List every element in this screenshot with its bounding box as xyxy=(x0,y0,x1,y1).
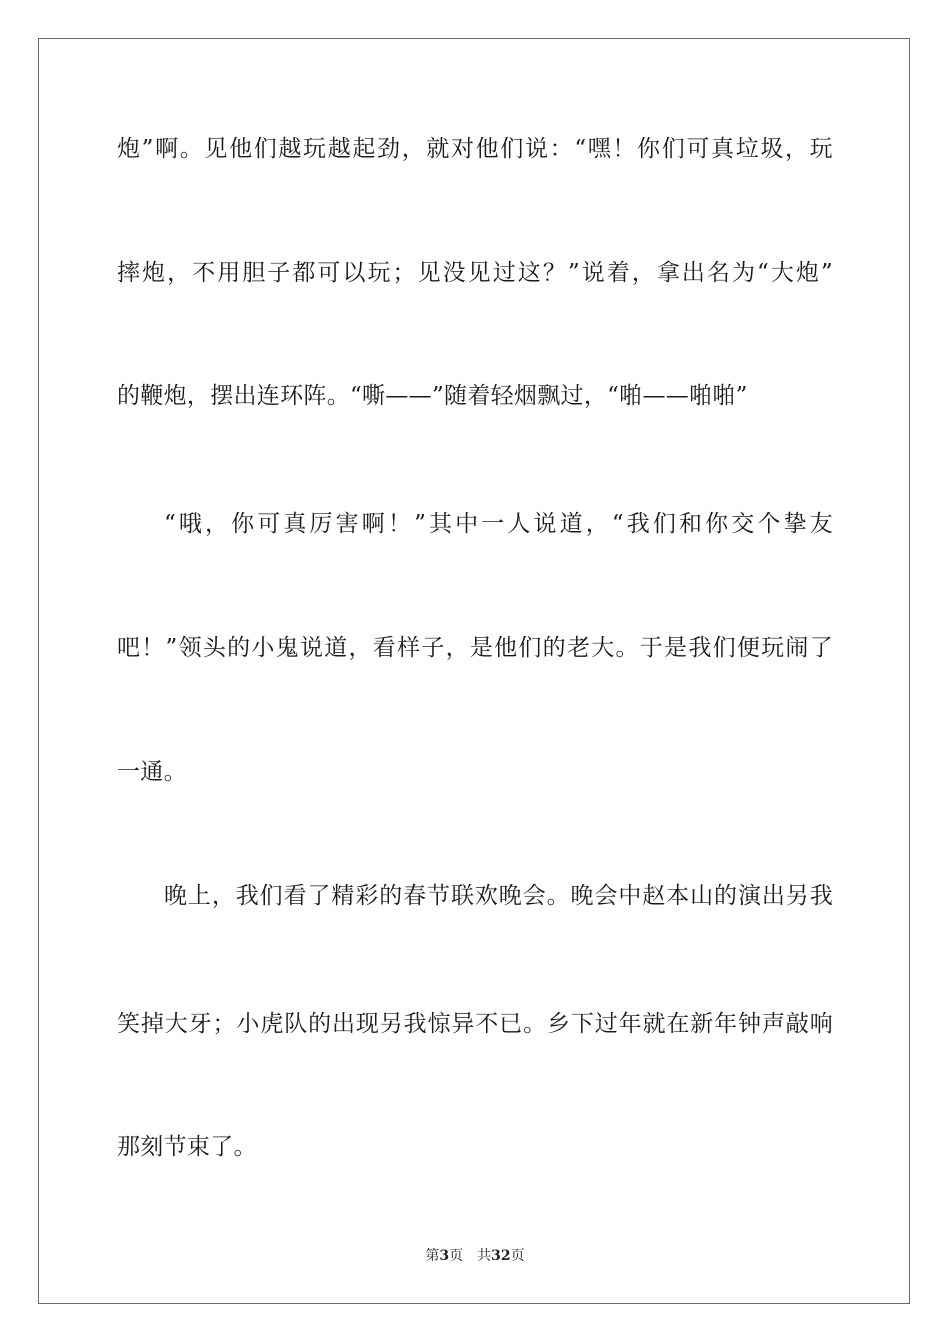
text-line-3: 的鞭炮，摆出连环阵。“嘶——”随着轻烟飘过，“啪——啪啪” xyxy=(117,383,748,409)
text-line-1: 炮”啊。见他们越玩越起劲，就对他们说：“嘿！你们可真垃圾，玩 xyxy=(117,136,833,162)
text-line-8: 笑掉大牙；小虎队的出现另我惊异不已。乡下过年就在新年钟声敲响 xyxy=(117,1011,833,1037)
text-line-4: “哦，你可真厉害啊！”其中一人说道，“我们和你交个挚友 xyxy=(164,511,833,537)
text-line-6: 一通。 xyxy=(117,759,187,785)
footer-total-unit: 页 xyxy=(510,1248,525,1264)
text-line-7: 晚上，我们看了精彩的春节联欢晚会。晚会中赵本山的演出另我 xyxy=(164,883,833,909)
text-line-9: 那刻节束了。 xyxy=(117,1134,257,1160)
page-border xyxy=(38,38,910,1304)
current-page-number: 3 xyxy=(439,1248,450,1264)
text-line-2: 摔炮，不用胆子都可以玩；见没见过这？”说着，拿出名为“大炮” xyxy=(117,260,833,286)
footer-prefix: 第 xyxy=(425,1248,440,1264)
footer-page-unit: 页 xyxy=(449,1248,464,1264)
footer-total-prefix: 共 xyxy=(477,1248,492,1264)
total-page-count: 32 xyxy=(491,1248,511,1264)
page-number-footer xyxy=(0,1247,950,1265)
text-line-5: 吧！”领头的小鬼说道，看样子，是他们的老大。于是我们便玩闹了 xyxy=(117,635,833,661)
